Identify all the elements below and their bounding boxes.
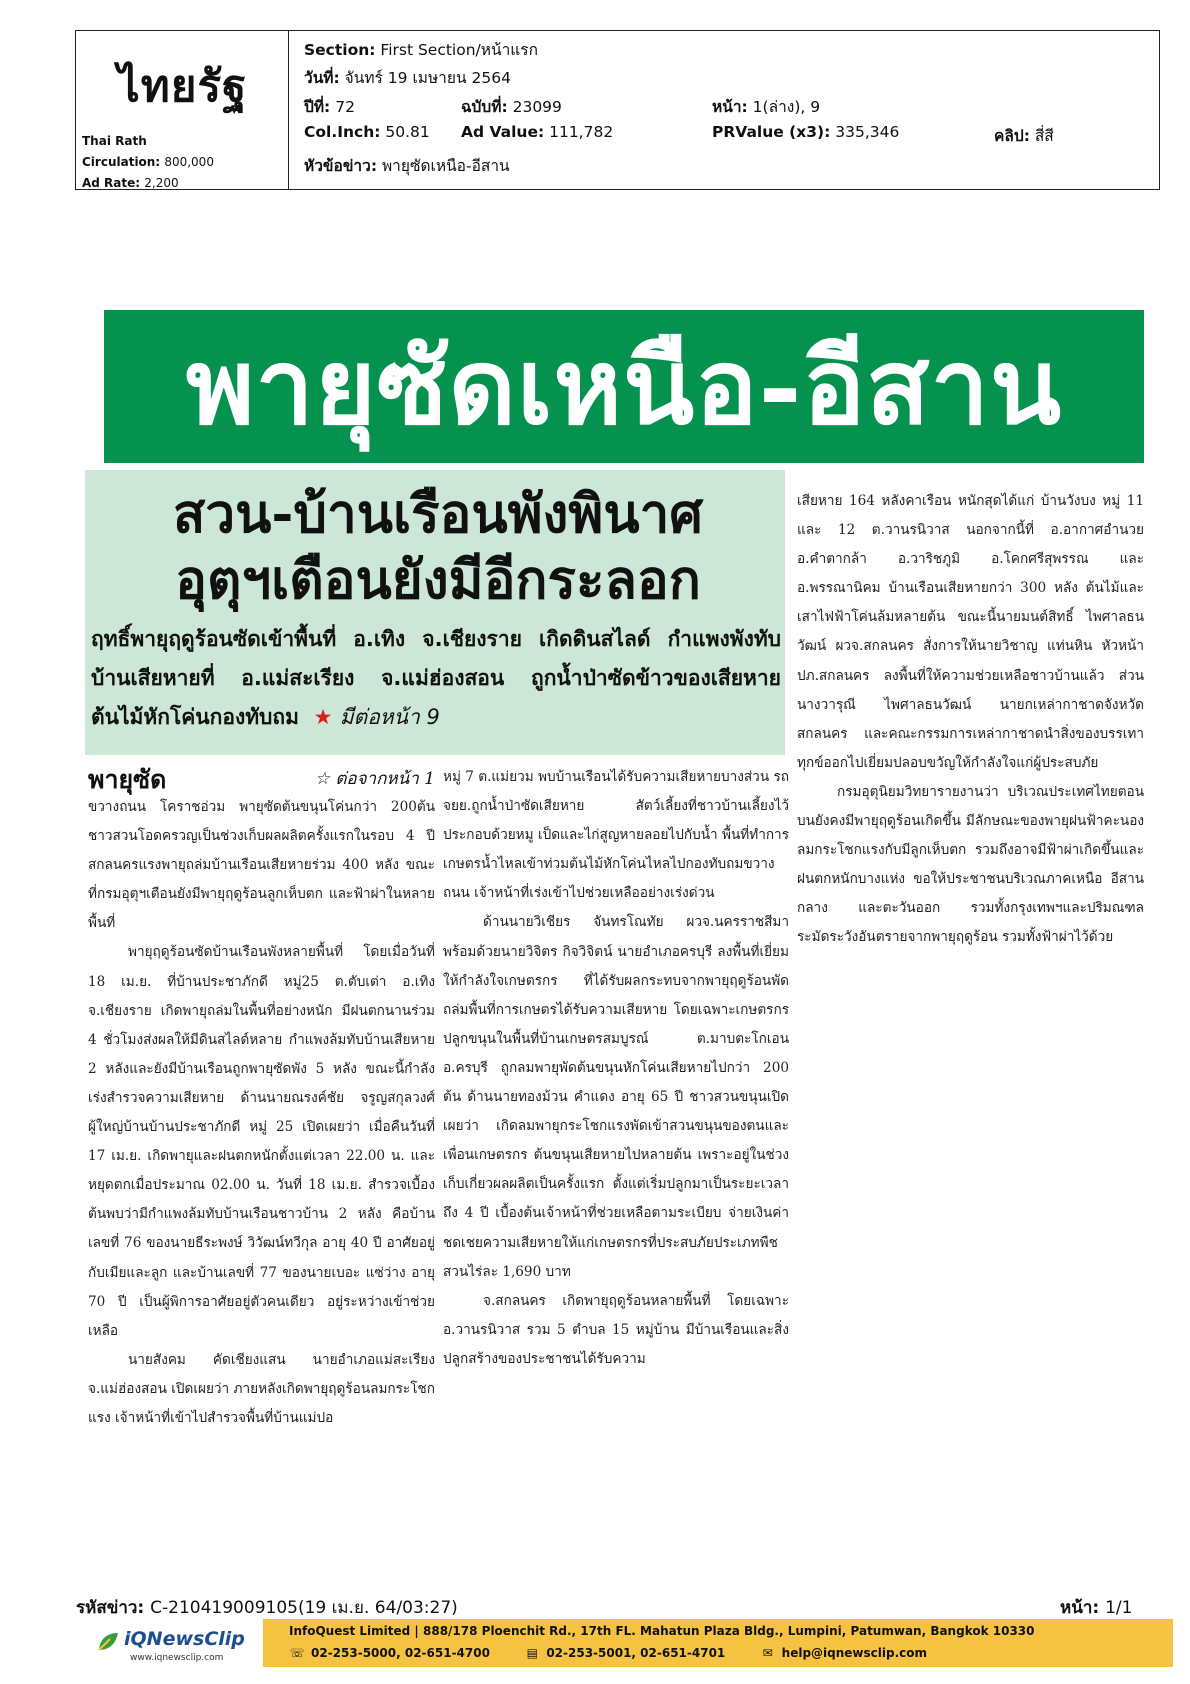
ad-rate: Ad Rate: 2,200: [82, 176, 179, 190]
paragraph: ด้านนายวิเชียร จันทรโณทัย ผวจ.นครราชสีมา พร้อมด้วยนายวิจิตร กิจวิจิตน์ นายอำเภอครบุรี ลงพื้นที่เยี่ยมให้กำลังใจเกษตรกร ที่ได้รับผลกระทบจากพายุฤดูร้อนพัดถล่มพื้นที่การเกษตรได้รับความเสียหาย โดยเฉพาะเกษตรกรปลูกขนุนในพื้นที่บ้านเกษตรสมบูรณ์ ต.มาบตะโกเอน อ.ครบุรี ถูกลมพายุพัดต้นขนุนหักโค่นเสียหายไปกว่า 200 ต้น ด้านนายทองม้วน คำแดง อายุ 65 ปี ชาวสวนขนุนเปิดเผยว่า เกิดลมพายุกระโชกแรงพัดเข้าสวนขนุนของตนและเพื่อนเกษตรกร ต้นขนุนเสียหายไปหลายต้น เพราะอยู่ในช่วงเก็บเกี่ยวผลผลิตเป็นครั้งแรก ตั้งแต่เริ่มปลูกมาเป็นระยะเวลาถึง 4 ปี เบื้องต้นเจ้าหน้าที่ช่วยเหลือตามระเบียบ จ่ายเงินค่าชดเชยความเสียหายให้แก่เกษตรกรที่ประสบภัยประเภทพืชสวนไร่ละ 1,690 บาท: [443, 914, 789, 1280]
kicker-row: [88, 763, 435, 793]
contact-line: [289, 1646, 927, 1660]
article-column-1: [88, 793, 435, 1433]
year-field: ปีที่: 72: [304, 98, 355, 116]
phone-icon: ☏: [289, 1646, 305, 1660]
publication-name: Thai Rath: [82, 134, 147, 148]
brand-url[interactable]: www.iqnewsclip.com: [130, 1653, 224, 1663]
news-code: รหัสข่าว: C-210419009105(19 เม.ย. 64/03:27): [76, 1598, 458, 1618]
contact-strip: [263, 1619, 1173, 1667]
paragraph: ขวางถนน โคราชอ่วม พายุซัดต้นขนุนโค่นกว่า 200ต้น ชาวสวนโอดครวญเป็นช่วงเก็บผลผลิตครั้งแรกในรอบ 4 ปี สกลนครแรงพายุถล่มบ้านเรือนเสียหายร่วม 400 หลัง ขณะที่กรมอุตุฯเตือนยังมีพายุฤดูร้อนลูกเห็บตก และฟ้าผ่าในหลายพื้นที่: [88, 799, 435, 932]
star-icon: ★: [313, 705, 333, 729]
section-field: Section: First Section/หน้าแรก: [304, 41, 538, 59]
article-column-3: [797, 487, 1144, 953]
brand-name: iQNewsClip: [124, 1628, 245, 1650]
fax-numbers: 02-253-5001, 02-651-4701: [546, 1646, 726, 1660]
paragraph: กรมอุตุนิยมวิทยารายงานว่า บริเวณประเทศไทยตอนบนยังคงมีพายุฤดูร้อนเกิดขึ้น มีลักษณะของพายุฝนฟ้าคะนอง ลมกระโชกแรงกับมีลูกเห็บตก รวมถึงอาจมีฟ้าผ่าเกิดขึ้นและฝนตกหนักบางแห่ง ขอให้ประชาชนบริเวณภาคเหนือ อีสาน กลาง และตะวันออก รวมทั้งกรุงเทพฯและปริมณฑล ระมัดระวังอันตรายจากพายุฤดูร้อน รวมทั้งฟ้าผ่าไว้ด้วย: [797, 783, 1144, 946]
date-field: วันที่: จันทร์ 19 เมษายน 2564: [304, 69, 511, 87]
continued-note: มีต่อหน้า 9: [339, 705, 440, 729]
clip-header: [75, 30, 1160, 190]
company-address: InfoQuest Limited | 888/178 Ploenchit Rd., 17th FL. Mahatun Plaza Bldg., Lumpini, Patumwan, Bangkok 10330: [289, 1624, 1035, 1638]
issue-field: ฉบับที่: 23099: [461, 98, 562, 116]
paragraph: จ.สกลนคร เกิดพายุฤดูร้อนหลายพื้นที่ โดยเฉพาะ อ.วานรนิวาส รวม 5 ตำบล 15 หมู่บ้าน มีบ้านเรือนและสิ่งปลูกสร้างของประชาชนได้รับความ: [443, 1292, 789, 1367]
leaf-icon: [96, 1630, 120, 1654]
paragraph: เสียหาย 164 หลังคาเรือน หนักสุดได้แก่ บ้านวังบง หมู่ 11 และ 12 ต.วานรนิวาส นอกจากนี้ที่ อ.อากาศอำนวย อ.คำตากล้า อ.วาริชภูมิ อ.โคกศรีสุพรรณ และ อ.พรรณานิคม บ้านเรือนเสียหายกว่า 300 หลัง ต้นไม้และเสาไฟฟ้าโค่นล้มหลายต้น ขณะนี้นายมนต์สิทธิ์ ไพศาลธนวัฒน์ ผวจ.สกลนคร สั่งการให้นายวิชาญ แท่นหิน หัวหน้า ปภ.สกลนคร ลงพื้นที่ให้ความช่วยเหลือชาวบ้านแล้ว ส่วนนางวารุณี ไพศาลธนวัฒน์ นายกเหล่ากาชาดจังหวัดสกลนคร และคณะกรรมการเหล่ากาชาดนำสิ่งของบรรเทาทุกข์ออกไปเยี่ยมปลอบขวัญให้กำลังใจแก่ผู้ประสบภัย: [797, 493, 1144, 771]
email-link[interactable]: help@iqnewsclip.com: [781, 1646, 928, 1660]
page-count: หน้า: 1/1: [1060, 1598, 1133, 1618]
publication-panel: [76, 31, 289, 189]
circulation: Circulation: 800,000: [82, 155, 214, 169]
phone-numbers: 02-253-5000, 02-651-4700: [311, 1646, 490, 1660]
paragraph: พายุฤดูร้อนซัดบ้านเรือนพังหลายพื้นที่ โดยเมื่อวันที่ 18 เม.ย. ที่บ้านประชาภักดี หมู่25 ต.ตับเต่า อ.เทิง จ.เชียงราย เกิดพายุถล่มในพื้นที่อย่างหนัก มีฝนตกนานร่วม 4 ชั่วโมงส่งผลให้มีดินสไลด์หลาย กำแพงล้มทับบ้านเสียหาย 2 หลังและยังมีบ้านเรือนถูกพายุซัดพัง 5 หลัง ขณะนี้กำลังเร่งสำรวจความเสียหาย ด้านนายณรงค์ชัย จรูญสกุลวงศ์ผู้ใหญ่บ้านบ้านประชาภักดี หมู่ 25 เปิดเผยว่า เมื่อคืนวันที่ 17 เม.ย. เกิดพายุและฝนตกหนักตั้งแต่เวลา 22.00 น. และหยุดตกเมื่อประมาณ 02.00 น. วันที่ 18 เม.ย. สำรวจเบื้องต้นพบว่ามีกำแพงล้มทับบ้านเรือนชาวบ้าน 2 หลัง คือบ้านเลขที่ 76 ของนายธีระพงษ์ วิวัฒน์ทวีกุล อายุ 40 ปี อาศัยอยู่กับเมียและลูก และบ้านเลขที่ 77 ของนายเบอะ แซ่ว่าง อายุ 70 ปี เป็นผู้พิการอาศัยอยู่ตัวคนเดียว อยู่ระหว่างเข้าช่วยเหลือ: [88, 944, 435, 1339]
lead-box: [85, 470, 785, 755]
page-field: หน้า: 1(ล่าง), 9: [712, 98, 821, 116]
sub-headline-2: อุตุฯเตือนยังมีอีกระลอก: [175, 549, 701, 611]
kicker: พายุซัด: [88, 765, 167, 794]
clip-field: คลิป: สี่สี: [994, 127, 1054, 145]
fax-icon: ▤: [526, 1646, 538, 1660]
thairath-logo: ไทยรัฐ: [117, 61, 248, 112]
sub-headline-1: สวน-บ้านเรือนพังพินาศ: [173, 483, 703, 545]
article-column-2: [443, 763, 789, 1374]
paragraph: นายสังคม คัดเชียงแสน นายอำเภอแม่สะเรียง จ.แม่ฮ่องสอน เปิดเผยว่า ภายหลังเกิดพายุฤดูร้อนลมกระโชกแรง เจ้าหน้าที่เข้าไปสำรวจพื้นที่บ้านแม่ปอ: [88, 1351, 435, 1426]
lead-summary: ฤทธิ์พายุฤดูร้อนซัดเข้าพื้นที่ อ.เทิง จ.เชียงราย เกิดดินสไลด์ กำแพงพังทับบ้านเสียหายที่ อ.แม่สะเรียง จ.แม่ฮ่องสอน ถูกน้ำป่าซัดข้าวของเสียหาย ต้นไม้หักโค่นกองทับถม ★ มีต่อหน้า 9: [91, 627, 781, 729]
colinch-field: Col.Inch: 50.81: [304, 123, 430, 141]
advalue-field: Ad Value: 111,782: [461, 123, 614, 141]
main-headline: พายุซัดเหนือ-อีสาน: [104, 310, 1144, 463]
headline-field: หัวข้อข่าว: พายุซัดเหนือ-อีสาน: [304, 157, 510, 175]
continued-from-front: ☆ ต่อจากหน้า 1: [314, 769, 435, 789]
publication-info: [82, 131, 214, 194]
iqnewsclip-logo[interactable]: [96, 1626, 256, 1666]
email-icon: ✉: [762, 1646, 773, 1660]
prvalue-field: PRValue (x3): 335,346: [712, 123, 900, 141]
paragraph: หมู่ 7 ต.แม่ยวม พบบ้านเรือนได้รับความเสียหายบางส่วน รถ จยย.ถูกน้ำป่าซัดเสียหาย สัตว์เลี้ยงที่ชาวบ้านเลี้ยงไว้ประกอบด้วยหมู เป็ดและไก่สูญหายลอยไปกับน้ำ พื้นที่ทำการเกษตรน้ำไหลเข้าท่วมต้นไม้หักโค่นไหลไปกองทับถมขวางถนน เจ้าหน้าที่เร่งเข้าไปช่วยเหลืออย่างเร่งด่วน: [443, 769, 789, 902]
